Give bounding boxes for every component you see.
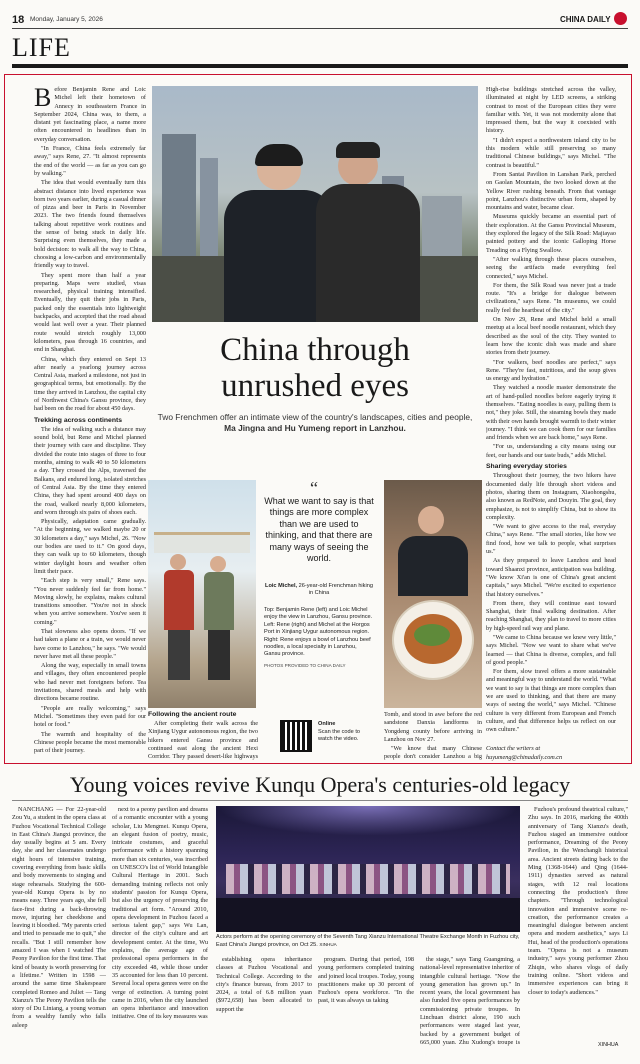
paragraph: "After walking through these places ourselves, seeing the artifacts made everything feel connected," says Michel.	[486, 255, 616, 280]
kunqu-column-5: the stage," says Tang Guangming, a national-level representative inheritor of intangible cultural heritage. "Now the young generation has grown up." In recent years, the local government has also funded five opera performances by commissioning private troupes. In Linchuan district alone, 190 such performances were staged last year, backed by a government budget of 665,000 yuan. Zhu Xudong's troupe is	[420, 956, 520, 1046]
kunqu-column-1: NANCHANG — For 22-year-old Zou Yu, a student in the opera class at Fuzhou Vocational Technical College in East China's Jiangxi province, the day usually begins at 5 am. Every day, she and her classmates undergo eight hours of intensive training, covering everything from basic skills and body movements to singing and stage rehearsals. Studying the 600-year-old Kunqu Opera is by no means easy. Three years ago, she fell face-first during a back-throwing move, injuring her cheekbone and leaving it bloodied. "My parents cried and tried to persuade me to quit," she recalls. "But I still remember how amazed I was when I watched The Peony Pavilion for the first time. That kind of beauty is worth preserving for a lifetime." Written in 1598 — around the same time Shakespeare completed Romeo and Juliet — Tang Xianzu's The Peony Pavilion tells the story of Du Liniang, a young woman from a wealthy family who falls asleep	[12, 806, 106, 1029]
route-text: After completing their walk across the Xinjiang Uygur autonomous region, the two hikers entered Gansu province and continued east along the ancient Hexi Corridor. They passed desert-like highways	[148, 720, 258, 760]
photo-horgos	[148, 480, 256, 708]
paragraph: "For walkers, beef noodles are perfect," says Rene. "They're fast, nutritious, and the soup gives us energy and hydration."	[486, 358, 616, 383]
herbs	[414, 624, 450, 646]
paragraph: "In France, China feels extremely far away," says Rene, 27. "It almost represents the end of the world — as far as you can go by walking."	[34, 145, 146, 177]
jacket	[316, 184, 420, 322]
paragraph: Physically, adaptation came gradually. "At the beginning, we walked maybe 20 or 30 kilometers a day," says Michel, 26. "Now our bodies are used to it." On good days, they can walk up to 60 kilometers, though winter daylight hours and weather often limit their pace.	[34, 518, 146, 575]
photo-credit: PHOTOS PROVIDED TO CHINA DAILY	[264, 663, 346, 668]
paragraph: The warmth and hospitality of the Chinese people became the most memorable part of their journey.	[34, 730, 146, 754]
feature-headline	[152, 332, 478, 404]
backpack-hiker	[204, 572, 234, 630]
paragraph: The idea that would eventually turn this abstract distance into lived experience was born two years earlier, during a casual dinner of pizza and beer in Paris in November 2023. The two friends found themselves talking about repetitive work routines and the sense of being stuck in daily life. Surprising even themselves, they made a bold decision: to walk all the way to China, choosing a low-carbon and environmentally friendly way to travel.	[34, 179, 146, 270]
paragraph: "People are really welcoming," says Michel. "Sometimes they even paid for our hotel or food."	[34, 704, 146, 729]
paragraph: efore Benjamin Rene and Loic Michel left their hometown of Annecy in southeastern France in September 2024, China was, to them, a distant yet fascinating place, a name more often encountered in headlines than in everyday conversation.	[34, 86, 146, 143]
paragraph: High-rise buildings stretched across the valley, illuminated at night by LED screens, a striking contrast to most of the European cities they were familiar with. Yet, it was not modernity alone that impressed them, but the way it coexisted with history.	[486, 86, 616, 135]
quote-attribution	[264, 583, 374, 598]
quote-attrib-desc: 26-year-old Frenchman hiking in China	[298, 583, 373, 597]
jacket	[398, 536, 468, 596]
byline: Ma Jingna and Hu Yumeng report in Lanzhou.	[224, 423, 406, 433]
kunqu-column-6: Fuzhou's profound theatrical culture," Zhu says. In 2016, marking the 400th anniversary of Tang Xianzu's death, Fuzhou staged an immersive outdoor performance, Dreaming of the Peony Pavilion, in the Wenchangli historical area. Ancient streets dating back to the Ming (1368-1644) and Qing (1644-1911) dynasties served as natural stages, with 12 real locations connecting the production's three chapters. "Through technological innovation and immersive scene re-creation, the performance creates a meaningful dialogue between ancient opera and modern aesthetics," says Li Hui, head of the production's operations team. "Opera is not a museum industry," says young performer Zhou Zhiqin, who shares vlogs of daily training online. "Short videos and immersive experiences can bring it closer to today's audiences."	[528, 806, 628, 996]
qr-label: Online	[318, 721, 336, 727]
beanie	[255, 144, 303, 166]
section-rule	[12, 64, 628, 68]
quote-mark-icon: “	[310, 478, 318, 498]
issue-date: Monday, January 5, 2026	[30, 16, 103, 23]
kunqu-column-3: establishing opera inheritance classes at Fuzhou Vocational and Technical College. According to the city's finance bureau, from 2017 to 2024, a total of 6.8 million yuan ($972,658) has been allocated to support the	[216, 956, 312, 1013]
kunqu-photo-caption	[216, 934, 520, 950]
paragraph: On Nov 29, Rene and Michel held a small meetup at a local beef noodle restaurant, which they described as the soul of the city. They wanted to learn how the iconic dish was made and share stories from their journey.	[486, 316, 616, 357]
paragraph: China, which they entered on Sept 13 after nearly a yearlong journey across Central Asia, marked a milestone, not just in geographical terms, but emotionally. By the time they arrived in Lanzhou, the capital city of Northwest China's Gansu province, they had been on the road for about 450 days.	[34, 355, 146, 413]
standfirst	[152, 412, 478, 434]
legs	[208, 630, 230, 680]
headline-line-1: China through	[220, 332, 410, 368]
legs	[168, 630, 190, 680]
contact-email[interactable]: huyumeng@chinadaily.com.cn	[486, 754, 563, 761]
subhead-trekking: Trekking across continents	[34, 416, 123, 424]
paragraph: They spent more than half a year preparing. Maps were studied, visas researched, physical training intensified. Eventually, they quit their jobs in Paris, packed only the essentials into lightweight backpacks, and accepted that the road ahead would last well over a year. Their planned route would stretch roughly 13,000 kilometers, pass through 16 countries, and end in Shanghai.	[34, 271, 146, 354]
photo-noodles	[384, 480, 482, 708]
kunqu-column-4: program. During that period, 198 young performers completed training and joined local troupes. Today, young practitioners make up 30 percent of Fuzhou's opera workforce. "In the past, it was always us taking	[318, 956, 414, 1005]
photo-caption: Top: Benjamin Rene (left) and Loic Michel enjoy the view in Lanzhou, Gansu province. Left: Rene (right) and Michel at the Horgos Port in Xinjiang Uygur autonomous region. Right: Rene enjoys a bowl of Lanzhou beef noodles, a local specialty in Lanzhou, Gansu province.	[264, 607, 373, 658]
qr-code-icon[interactable]	[280, 720, 312, 752]
backpack-hiker	[164, 570, 194, 630]
paragraph: Throughout their journey, the two hikers have documented daily life through short videos and photos, sharing them on Instagram, Xiaohongshu, also known as RedNote, and Douyin. The goal, they emphasize, is not to simplify China, but to show its complexity.	[486, 472, 616, 521]
kunqu-agency: XINHUA	[598, 1042, 619, 1048]
paragraph: The idea of walking such a distance may sound bold, but Rene and Michel planned their journey with care and discipline. They divided the route into stages of three to four months, aiming to walk 40 to 50 kilometers a day. They crossed the Alps, traversed the Balkans, and endured long, isolated stretches of Central Asia. By the time they entered China, they had spent around 400 days on the road, walked nearly 8,000 kilometers, and worn through six pairs of shoes each.	[34, 425, 146, 516]
paragraph: For them, the Silk Road was never just a trade route. "It's a bridge for dialogue between civilizations," says Rene. "In museums, we could really feel the heartbeat of the city."	[486, 281, 616, 314]
qr-text: Scan the code to watch the video.	[318, 729, 360, 743]
paragraph: Tomb, and stood in awe before the red sandstone Danxia landforms in Yongdeng county before arriving in Lanzhou on Nov 27.	[384, 711, 482, 743]
paragraph: From Santai Pavilion in Lanshan Park, perched on Gaolan Mountain, the two looked down at the Yellow River rushing beneath. From that vantage point, Lanzhou's distinctive urban form, shaped by mountains and water, became clear.	[486, 170, 616, 212]
main-photo	[152, 86, 478, 322]
feature-column-1	[34, 86, 146, 754]
paragraph: "I didn't expect a northwestern inland city to be this modern while still preserving so many traditional Chinese buildings," says Michel. "The contrast is beautiful."	[486, 136, 616, 169]
stage-floor	[216, 898, 520, 932]
person-face	[210, 556, 226, 572]
contact-label: Contact the writers at	[486, 745, 541, 752]
kunqu-headline: Young voices revive Kunqu Opera's centuries-old legacy	[69, 772, 571, 797]
paragraph: Museums quickly became an essential part of their exploration. At the Gansu Provincial Museum, they explored the legacy of the Silk Road: Majiayao painted pottery and the iconic Galloping Horse Treading on a Flying Swallow.	[486, 213, 616, 254]
kunqu-photo-credit: XINHUA	[319, 942, 337, 948]
standfirst-text: Two Frenchmen offer an intimate view of the country's landscapes, cities and people,	[157, 412, 473, 422]
kunqu-column-2: next to a peony pavilion and dreams of a romantic encounter with a young scholar, Liu Mengmei. Kunqu Opera, an elegant fusion of poetry, music, intricate costumes, and graceful performance with a history spanning more than six centuries, was inscribed on UNESCO's list of World Intangible Cultural Heritage in 2001. Such demanding training reflects not only students' passion for Kunqu Opera, but also the urgency of preserving the traditional art form. "Around 2010, opera development in Fuzhou faced a serious talent gap," says Wu Lan, director of the city's culture and art development center. At the time, Wu explains, the average age of professional opera performers in the city exceeded 48, while those under 35 accounted for less than 10 percent. Several local opera genres were on the verge of extinction. A turning point came in 2016, when the city launched an opera inheritance and innovation initiative. One of its key measures was	[112, 806, 208, 1021]
subhead-route: Following the ancient route	[148, 711, 237, 718]
paper-name: CHINA DAILY	[560, 15, 611, 24]
feature-column-4	[486, 86, 616, 732]
paragraph: As they prepared to leave Lanzhou and head toward Shaanxi province, anticipation was building. "We know Xi'an is one of China's great ancient capitals," says Michel. "We're excited to experience that history ourselves."	[486, 557, 616, 598]
route-text-cont	[384, 711, 482, 761]
pull-quote: What we want to say is that things are more complex than we are used to thinking, and that there are many ways of seeing the world.	[264, 496, 374, 564]
paragraph: That slowness also opens doors. "If we had taken a plane or a train, we would never have come to Lanzhou," he says. "We would never have met all these people."	[34, 628, 146, 660]
kunqu-photo	[216, 806, 520, 932]
paper-logo-icon	[614, 12, 627, 25]
paragraph: "Each step is very small," Rene says. "You never suddenly feel far from home." Moving slowly, he explains, makes cultural transitions smoother. "You're not in shock when you arrive somewhere. You've seen it coming."	[34, 577, 146, 626]
paragraph: "We want to give access to the real, everyday China," says Rene. "The small stories, like how we find food, how we talk to people, what surprises us."	[486, 523, 616, 556]
paragraph: "We came to China because we knew very little," says Michel. "Now we want to share what we've learned — that China is diverse, complex, and full of good people."	[486, 634, 616, 666]
headline-line-2: unrushed eyes	[221, 368, 409, 404]
port-building	[154, 532, 250, 553]
paragraph: From there, they will continue east toward Shanghai, their final walking destination. After reaching Shanghai, they plan to travel to more cities by high-speed rail way and plane.	[486, 599, 616, 632]
paragraph: For them, slow travel offers a more sustainable and meaningful way to understand the world. "What we want to say is that things are more complex than we are used to thinking, and that there are many ways of seeing the world," says Michel. "Chinese culture is very different from European and French culture, and that difference helps us reflect on our own culture."	[486, 668, 616, 732]
performers	[226, 864, 510, 894]
section-title: LIFE	[12, 33, 71, 62]
paragraph: "For us, understanding a city means using our feet, our hands and our taste buds," adds Michel.	[486, 443, 616, 459]
paragraph: They watched a noodle master demonstrate the art of hand-pulled noodles before eagerly trying it themselves. "Eating noodles is easy, pulling them is not," they joke. Still, the steaming bowls they made with their own hands brought warmth to their winter journey. "I think we can cook them for our families and friends when we are back home," says Rene.	[486, 384, 616, 442]
paragraph: Along the way, especially in small towns and villages, they often encountered people who had never met foreigners before. Tea invitations, shared meals and help with directions became routine.	[34, 662, 146, 703]
header-rule	[12, 28, 628, 29]
quote-attrib-name: Loic Michel,	[265, 583, 298, 589]
kunqu-caption-text: Actors perform at the opening ceremony of the Seventh Tang Xianzu International Theatre Exchange Month in Fuzhou city, East China's Jiangxi province, on Oct 25.	[216, 934, 520, 949]
kunqu-rule	[12, 800, 628, 801]
page-number: 18	[12, 14, 25, 26]
person-face	[418, 506, 444, 534]
subhead-sharing: Sharing everyday stories	[486, 463, 567, 471]
drop-cap: B	[34, 86, 52, 112]
stage-lights	[216, 806, 520, 836]
paragraph: "We know that many Chinese people don't consider Lanzhou a big	[384, 745, 482, 761]
cap	[336, 142, 380, 158]
person-face	[170, 554, 186, 570]
